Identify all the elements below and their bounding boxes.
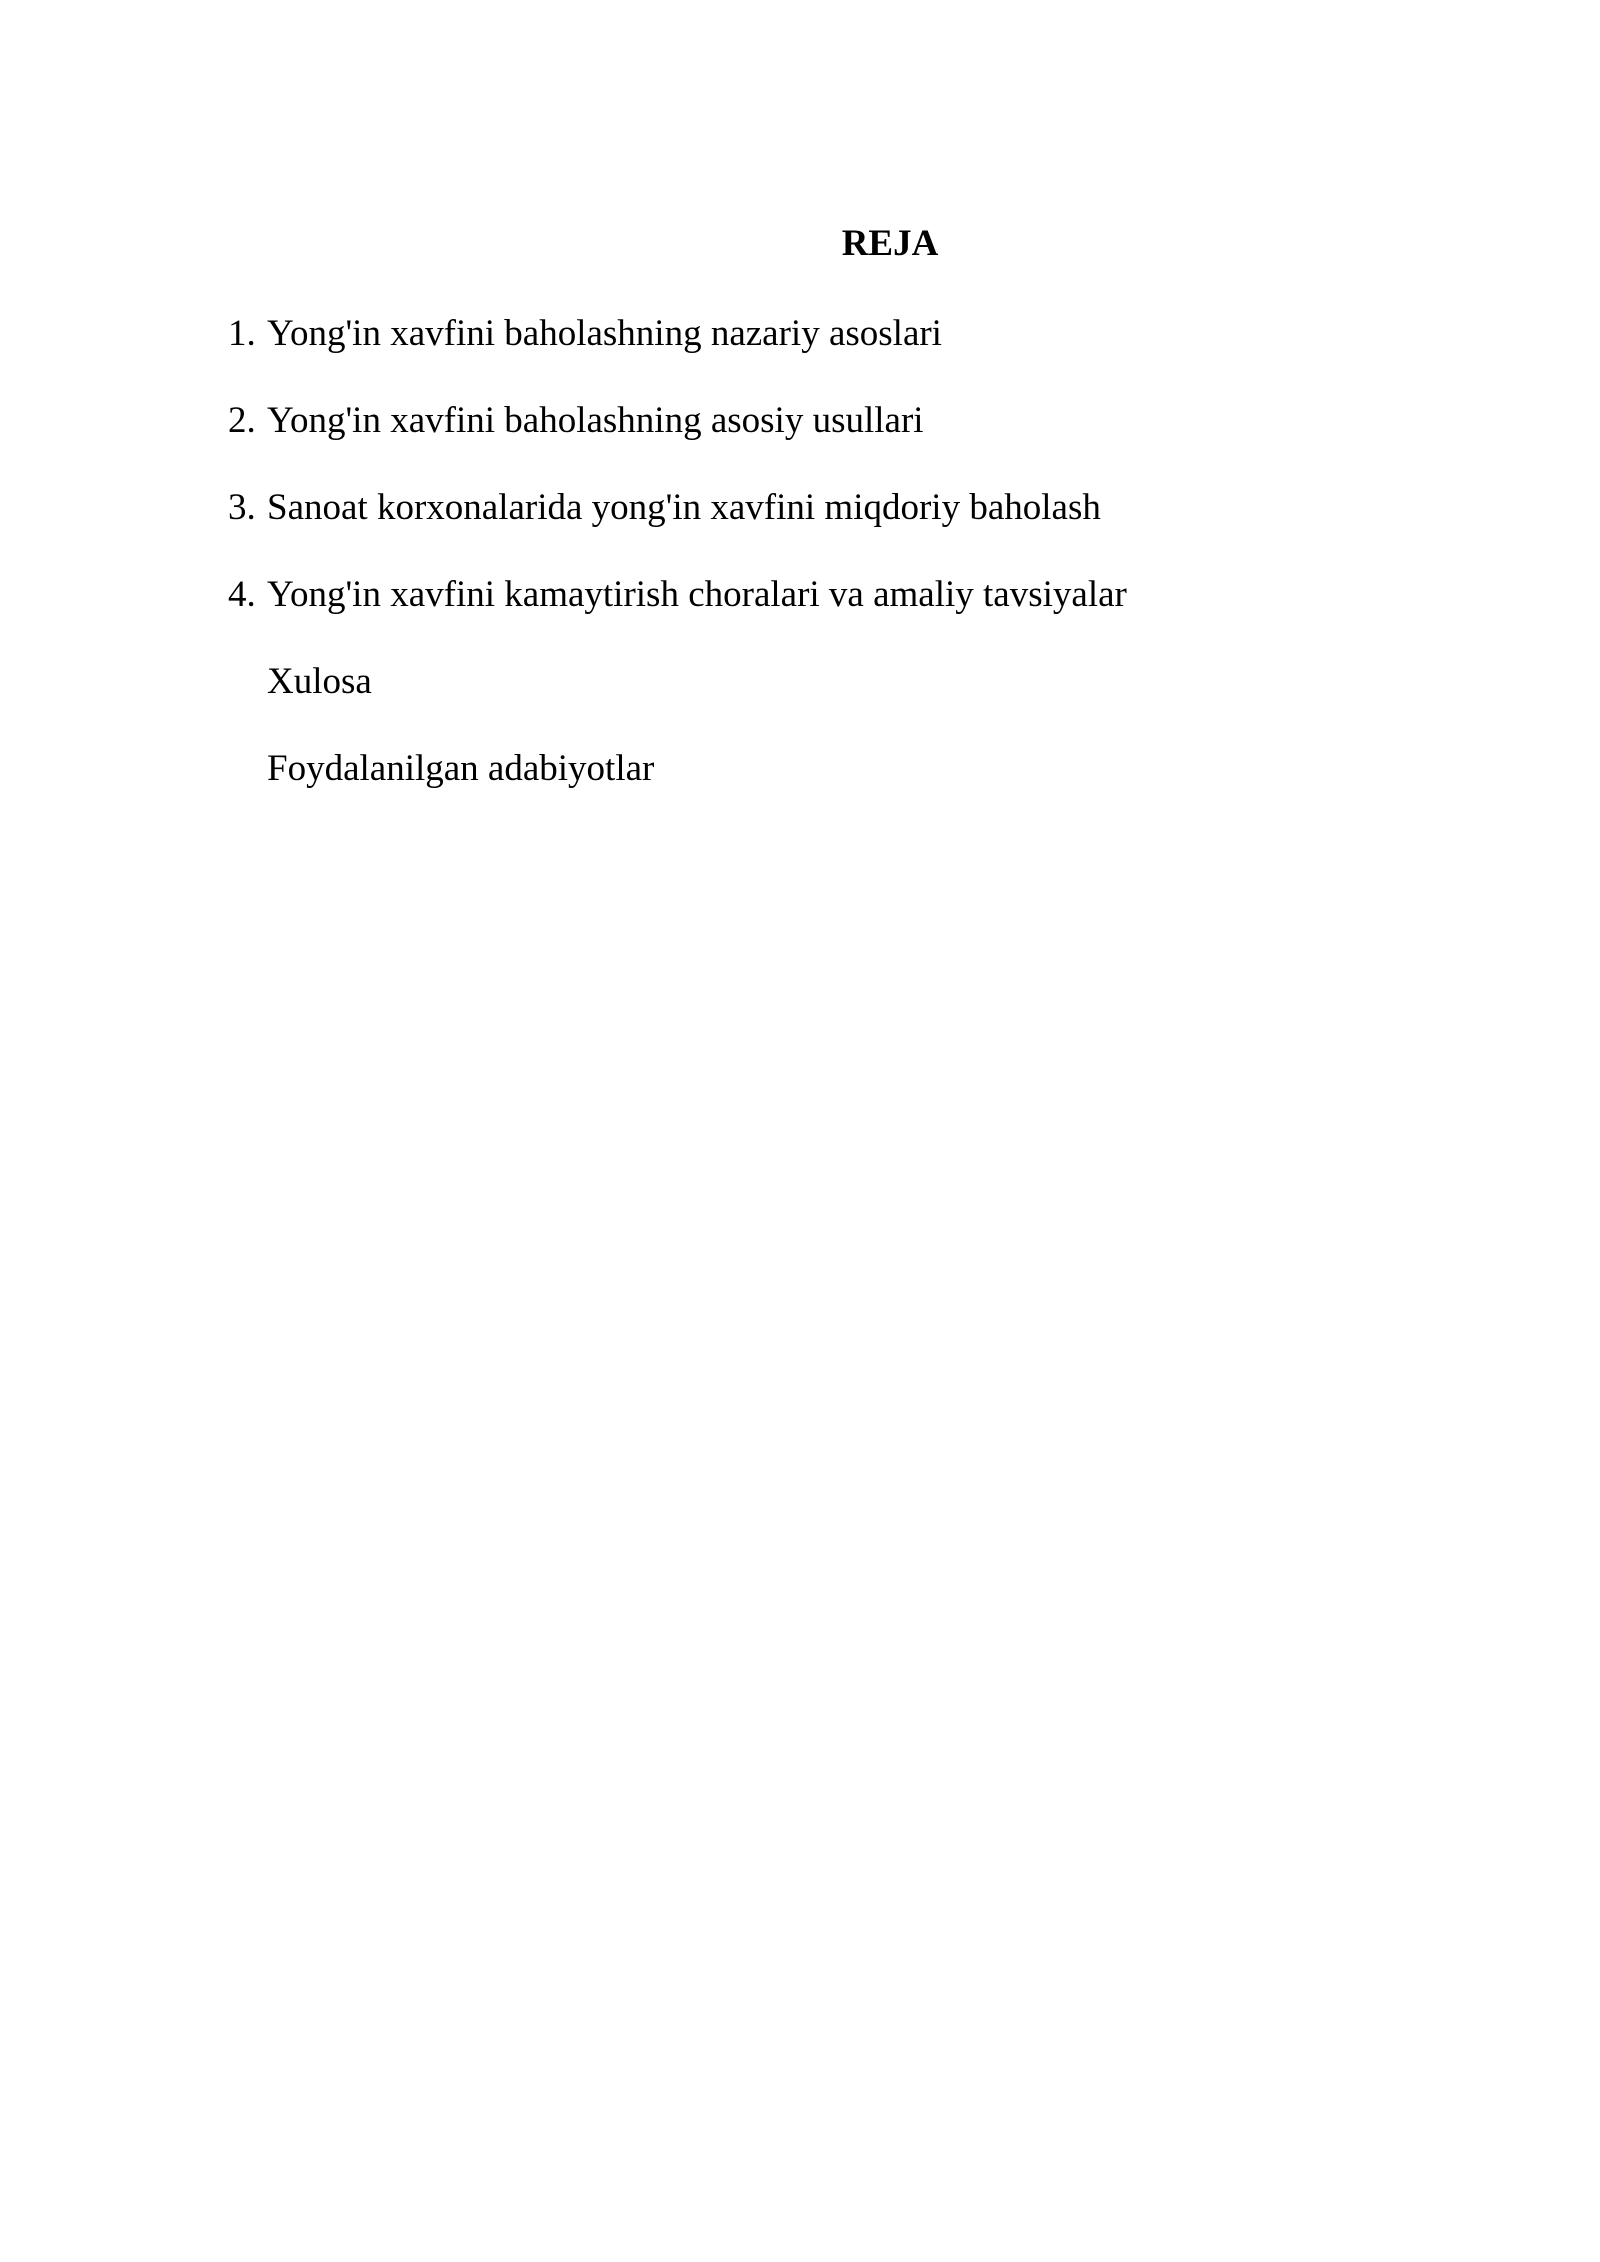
plan-item-text: Yong'in xavfini baholashning asosiy usullari: [267, 400, 924, 441]
page-title: REJA: [841, 223, 939, 264]
plan-item-text: Yong'in xavfini kamaytirish choralari va amaliy tavsiyalar: [267, 574, 1127, 615]
plan-item-number: 3.: [228, 487, 256, 528]
plan-item-number: 1.: [228, 313, 256, 354]
plan-item-4: [228, 571, 1127, 658]
plan-item-text: Yong'in xavfini baholashning nazariy asoslari: [267, 313, 942, 354]
plan-item-references: [228, 745, 1127, 832]
plan-item-3: [228, 484, 1127, 571]
plan-item-number: 2.: [228, 400, 256, 441]
plan-item-1: [228, 310, 1127, 397]
plan-item-number: 4.: [228, 574, 256, 615]
plan-item-text: Xulosa: [267, 661, 372, 702]
plan-item-text: Foydalanilgan adabiyotlar: [267, 748, 655, 789]
plan-item-text: Sanoat korxonalarida yong'in xavfini miqdoriy baholash: [267, 487, 1101, 528]
plan-item-2: [228, 397, 1127, 484]
plan-list: [228, 310, 1127, 832]
plan-item-conclusion: [228, 658, 1127, 745]
